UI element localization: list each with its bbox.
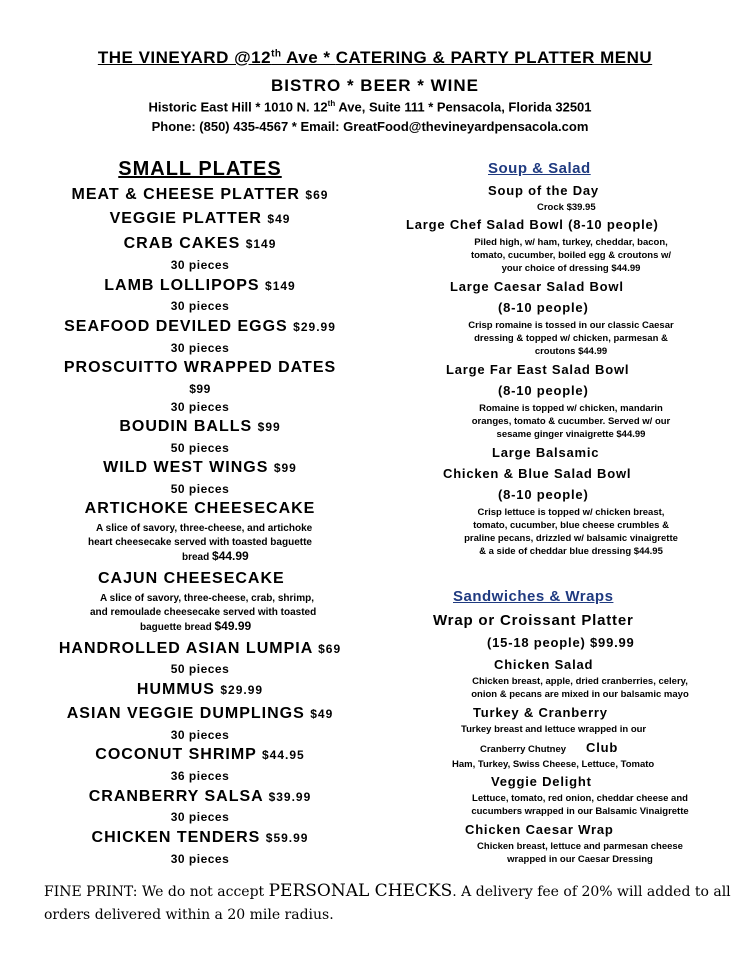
pieces-count: 36 pieces	[170, 769, 230, 783]
menu-item: CAJUN CHEESECAKE	[98, 570, 285, 587]
menu-item: Chicken Salad	[494, 657, 594, 672]
menu-item: CRANBERRY SALSA $39.99	[88, 788, 312, 805]
menu-item: Large Balsamic	[492, 445, 600, 460]
menu-item: (8-10 people)	[498, 300, 589, 315]
menu-item: Soup of the Day	[488, 183, 599, 198]
item-description: Crock $39.95	[537, 202, 596, 213]
contact-info: Phone: (850) 435-4567 * Email: GreatFood@thevineyardpensacola.com	[151, 119, 589, 134]
menu-subtitle: BISTRO * BEER * WINE	[271, 76, 479, 95]
item-price: $99	[189, 382, 211, 396]
item-description: bread $44.99	[182, 549, 249, 563]
menu-item: ASIAN VEGGIE DUMPLINGS $49	[66, 705, 334, 722]
pieces-count: 30 pieces	[170, 258, 230, 272]
menu-item: HUMMUS $29.99	[136, 681, 264, 698]
menu-item: COCONUT SHRIMP $44.95	[95, 746, 305, 763]
pieces-count: 30 pieces	[170, 299, 230, 313]
menu-item: Chicken Caesar Wrap	[465, 822, 614, 837]
item-description: Turkey breast and lettuce wrapped in our	[461, 724, 647, 735]
item-description: Crisp lettuce is topped w/ chicken breast, tomato, cucumber, blue cheese crumbles & praline pecans, drizzled w/ balsamic vinaigrette & a side of cheddar blue dressing $44.95	[464, 507, 678, 557]
small-plates-title: SMALL PLATES	[118, 158, 282, 180]
menu-item: CHICKEN TENDERS $59.99	[91, 829, 309, 846]
menu-item: Veggie Delight	[491, 774, 592, 789]
pieces-count: 50 pieces	[170, 662, 230, 676]
menu-item: MEAT & CHEESE PLATTER $69	[71, 186, 329, 203]
pieces-count: 30 pieces	[170, 341, 230, 355]
menu-item: LAMB LOLLIPOPS $149	[104, 277, 296, 294]
item-description: Chicken breast, apple, dried cranberries, celery, onion & pecans are mixed in our balsamic mayo	[471, 676, 689, 700]
pieces-count: 30 pieces	[170, 852, 230, 866]
menu-item: Large Chef Salad Bowl (8-10 people)	[406, 217, 659, 232]
pieces-count: 30 pieces	[170, 810, 230, 824]
menu-title: THE VINEYARD @12th Ave * CATERING & PARTY PLATTER MENU	[97, 48, 653, 67]
item-description: and remoulade cheesecake served with toasted	[90, 607, 317, 618]
pieces-count: 50 pieces	[170, 441, 230, 455]
menu-item: (8-10 people)	[498, 487, 589, 502]
item-description: Chicken breast, lettuce and parmesan cheese wrapped in our Caesar Dressing	[477, 841, 683, 865]
item-description: Romaine is topped w/ chicken, mandarin oranges, tomato & cucumber. Served w/ our sesame ginger vinaigrette $44.99	[471, 403, 671, 440]
menu-item: Large Far East Salad Bowl	[446, 362, 630, 377]
menu-item: (15-18 people) $99.99	[487, 635, 635, 650]
address: Historic East Hill * 1010 N. 12th Ave, Suite 111 * Pensacola, Florida 32501	[148, 99, 592, 115]
pieces-count: 50 pieces	[170, 482, 230, 496]
item-description: Ham, Turkey, Swiss Cheese, Lettuce, Tomato	[452, 759, 655, 770]
pieces-count: 30 pieces	[170, 400, 230, 414]
menu-item: PROSCUITTO WRAPPED DATES	[63, 359, 337, 376]
item-description: A slice of savory, three-cheese, crab, shrimp,	[100, 593, 314, 604]
menu-item: Club	[586, 740, 619, 755]
item-description: Lettuce, tomato, red onion, cheddar cheese and cucumbers wrapped in our Balsamic Vinaigrette	[471, 793, 689, 817]
menu-item: BOUDIN BALLS $99	[119, 418, 281, 435]
item-description: baguette bread $49.99	[140, 619, 252, 633]
menu-item: Wrap or Croissant Platter	[433, 612, 634, 629]
menu-item: HANDROLLED ASIAN LUMPIA $69	[58, 640, 342, 657]
fine-print: FINE PRINT: We do not accept PERSONAL CHECKS. A delivery fee of 20% will added to all orders delivered within a 20 mile radius.	[44, 881, 731, 923]
soup-salad-title: Soup & Salad	[488, 160, 591, 177]
sandwiches-title: Sandwiches & Wraps	[453, 588, 614, 605]
item-description: A slice of savory, three-cheese, and artichoke	[96, 523, 313, 534]
menu-item: ARTICHOKE CHEESECAKE	[84, 500, 316, 517]
menu-item: (8-10 people)	[498, 383, 589, 398]
item-description: Piled high, w/ ham, turkey, cheddar, bacon, tomato, cucumber, boiled egg & croutons w/ your choice of dressing $44.99	[470, 237, 672, 274]
pieces-count: 30 pieces	[170, 728, 230, 742]
menu-item: Turkey & Cranberry	[473, 705, 608, 720]
menu-item: SEAFOOD DEVILED EGGS $29.99	[64, 318, 336, 335]
menu-item: Chicken & Blue Salad Bowl	[443, 466, 632, 481]
item-description: Crisp romaine is tossed in our classic Caesar dressing & topped w/ chicken, parmesan & croutons $44.99	[468, 320, 674, 357]
menu-item: Large Caesar Salad Bowl	[450, 279, 624, 294]
menu-item: CRAB CAKES $149	[123, 235, 277, 252]
item-description: heart cheesecake served with toasted baguette	[88, 537, 312, 548]
menu-item: VEGGIE PLATTER $49	[109, 210, 291, 227]
menu-item: WILD WEST WINGS $99	[103, 459, 297, 476]
item-description: Cranberry Chutney	[480, 744, 567, 755]
